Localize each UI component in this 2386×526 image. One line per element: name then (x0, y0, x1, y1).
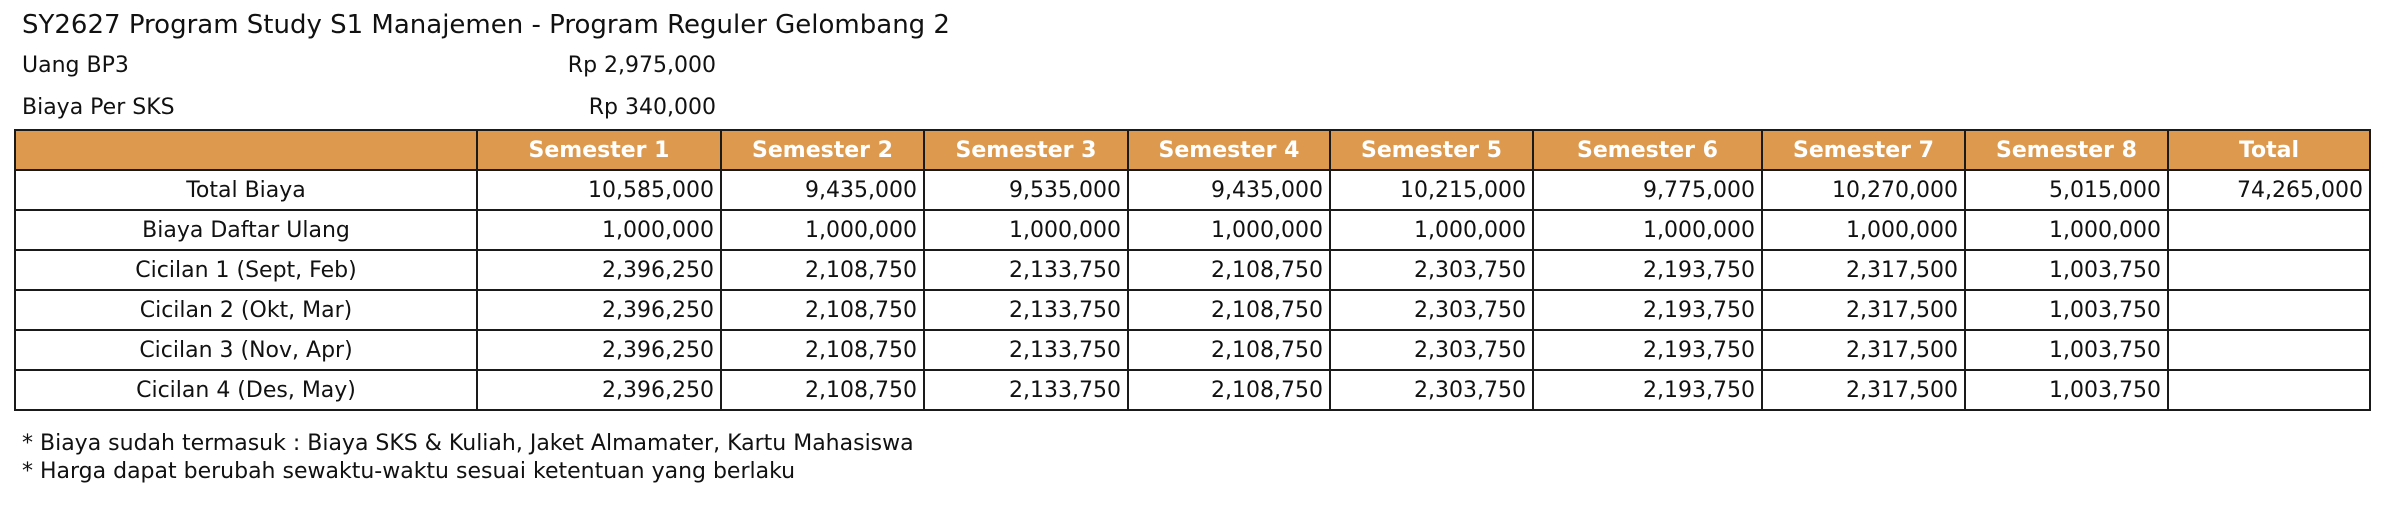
table-cell: 2,108,750 (1128, 290, 1330, 330)
header-cell-semester-6: Semester 6 (1533, 130, 1762, 170)
row-label: Biaya Daftar Ulang (15, 210, 477, 250)
header-cell-semester-8: Semester 8 (1965, 130, 2168, 170)
table-cell-total (2168, 370, 2370, 410)
table-cell: 2,303,750 (1330, 370, 1533, 410)
header-cell-semester-4: Semester 4 (1128, 130, 1330, 170)
table-cell: 2,317,500 (1762, 290, 1965, 330)
table-cell: 1,000,000 (721, 210, 924, 250)
table-cell: 2,133,750 (924, 290, 1128, 330)
table-cell: 9,535,000 (924, 170, 1128, 210)
table-cell: 2,303,750 (1330, 250, 1533, 290)
header-cell-total: Total (2168, 130, 2370, 170)
table-cell: 2,396,250 (477, 290, 721, 330)
table-cell: 1,000,000 (1762, 210, 1965, 250)
table-cell: 9,435,000 (1128, 170, 1330, 210)
fee-table (14, 129, 2371, 411)
table-cell: 2,133,750 (924, 250, 1128, 290)
table-cell: 2,108,750 (721, 250, 924, 290)
table-cell: 1,000,000 (924, 210, 1128, 250)
table-cell: 2,108,750 (1128, 330, 1330, 370)
table-cell: 1,003,750 (1965, 290, 2168, 330)
table-cell: 2,396,250 (477, 370, 721, 410)
table-cell-total (2168, 330, 2370, 370)
table-row-cicilan-4 (15, 370, 2370, 410)
table-row-total-biaya (15, 170, 2370, 210)
sks-value: Rp 340,000 (588, 95, 716, 120)
table-cell: 2,396,250 (477, 330, 721, 370)
bp3-value: Rp 2,975,000 (567, 53, 716, 78)
header-cell-semester-1: Semester 1 (477, 130, 721, 170)
row-label: Total Biaya (15, 170, 477, 210)
table-cell: 2,317,500 (1762, 330, 1965, 370)
table-cell: 1,000,000 (1128, 210, 1330, 250)
row-label: Cicilan 1 (Sept, Feb) (15, 250, 477, 290)
bp3-info-row (22, 49, 716, 83)
table-row-cicilan-1 (15, 250, 2370, 290)
table-cell: 2,193,750 (1533, 370, 1762, 410)
table-cell: 2,303,750 (1330, 290, 1533, 330)
table-cell: 2,108,750 (1128, 370, 1330, 410)
table-cell-total (2168, 290, 2370, 330)
row-label: Cicilan 3 (Nov, Apr) (15, 330, 477, 370)
header-cell-empty (15, 130, 477, 170)
table-cell: 2,108,750 (721, 370, 924, 410)
row-label: Cicilan 4 (Des, May) (15, 370, 477, 410)
table-header-row (15, 130, 2370, 170)
table-cell: 2,193,750 (1533, 330, 1762, 370)
table-row-cicilan-3 (15, 330, 2370, 370)
table-cell: 1,000,000 (477, 210, 721, 250)
footnote-included-items: * Biaya sudah termasuk : Biaya SKS & Kuliah, Jaket Almamater, Kartu Mahasiswa (22, 431, 914, 456)
table-cell: 10,585,000 (477, 170, 721, 210)
table-cell-total: 74,265,000 (2168, 170, 2370, 210)
table-cell: 2,108,750 (721, 330, 924, 370)
table-cell: 2,193,750 (1533, 290, 1762, 330)
page-title: SY2627 Program Study S1 Manajemen - Program Reguler Gelombang 2 (22, 10, 950, 40)
header-cell-semester-5: Semester 5 (1330, 130, 1533, 170)
table-cell: 1,003,750 (1965, 370, 2168, 410)
footnote-price-change: * Harga dapat berubah sewaktu-waktu sesuai ketentuan yang berlaku (22, 459, 796, 484)
table-row-cicilan-2 (15, 290, 2370, 330)
header-cell-semester-3: Semester 3 (924, 130, 1128, 170)
table-cell: 5,015,000 (1965, 170, 2168, 210)
table-cell: 9,775,000 (1533, 170, 1762, 210)
table-cell: 2,108,750 (1128, 250, 1330, 290)
header-cell-semester-2: Semester 2 (721, 130, 924, 170)
table-cell: 1,000,000 (1965, 210, 2168, 250)
table-cell: 2,193,750 (1533, 250, 1762, 290)
table-cell-total (2168, 210, 2370, 250)
table-cell: 2,396,250 (477, 250, 721, 290)
header-cell-semester-7: Semester 7 (1762, 130, 1965, 170)
table-cell: 1,000,000 (1330, 210, 1533, 250)
table-cell: 2,317,500 (1762, 370, 1965, 410)
table-cell: 2,133,750 (924, 330, 1128, 370)
table-cell: 2,303,750 (1330, 330, 1533, 370)
table-row-biaya-daftar-ulang (15, 210, 2370, 250)
sks-info-row (22, 91, 716, 125)
sks-label: Biaya Per SKS (22, 95, 175, 120)
table-cell: 9,435,000 (721, 170, 924, 210)
row-label: Cicilan 2 (Okt, Mar) (15, 290, 477, 330)
table-cell: 2,108,750 (721, 290, 924, 330)
table-cell: 1,003,750 (1965, 250, 2168, 290)
table-cell: 2,133,750 (924, 370, 1128, 410)
table-cell-total (2168, 250, 2370, 290)
table-cell: 10,215,000 (1330, 170, 1533, 210)
table-cell: 1,000,000 (1533, 210, 1762, 250)
table-cell: 1,003,750 (1965, 330, 2168, 370)
table-cell: 10,270,000 (1762, 170, 1965, 210)
table-cell: 2,317,500 (1762, 250, 1965, 290)
bp3-label: Uang BP3 (22, 53, 129, 78)
